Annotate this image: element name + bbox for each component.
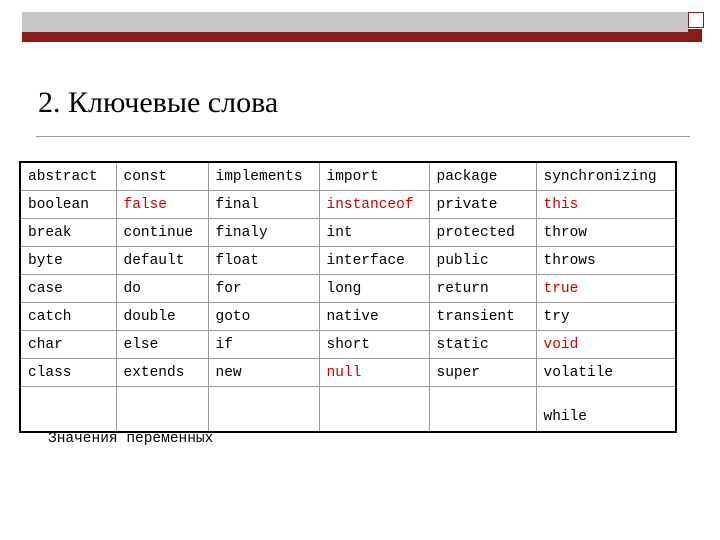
keyword-cell: case [20,275,116,303]
keyword-cell: throw [536,219,676,247]
keyword-cell: continue [116,219,208,247]
keyword-cell [116,387,208,433]
table-row [20,162,676,191]
keyword-cell: null [319,359,429,387]
keyword-cell: throws [536,247,676,275]
keyword-cell: super [429,359,536,387]
table-row [20,359,676,387]
keyword-cell: import [319,162,429,191]
title-divider [36,136,690,137]
keyword-cell: byte [20,247,116,275]
top-accent-bar-dark [22,32,688,42]
keyword-cell: volatile [536,359,676,387]
keyword-cell: synchronizing [536,162,676,191]
keyword-cell: public [429,247,536,275]
keyword-cell: interface [319,247,429,275]
keyword-cell: try [536,303,676,331]
keywords-table [19,161,677,433]
keyword-cell: short [319,331,429,359]
keyword-cell: float [208,247,319,275]
keyword-cell: void [536,331,676,359]
keyword-cell: private [429,191,536,219]
keyword-cell: this [536,191,676,219]
keyword-cell: default [116,247,208,275]
keyword-cell: native [319,303,429,331]
keyword-cell: package [429,162,536,191]
keyword-cell: extends [116,359,208,387]
keyword-cell: if [208,331,319,359]
values-note: Значения переменных [48,431,214,447]
table-row [20,303,676,331]
table-row [20,219,676,247]
table-row [20,191,676,219]
keyword-cell: catch [20,303,116,331]
keyword-cell: instanceof [319,191,429,219]
keyword-cell: double [116,303,208,331]
keyword-cell: int [319,219,429,247]
corner-square-outline [688,12,704,28]
keyword-cell: true [536,275,676,303]
keyword-cell [429,387,536,433]
keyword-cell: new [208,359,319,387]
keyword-cell: else [116,331,208,359]
corner-square-filled [688,29,702,42]
keyword-cell: char [20,331,116,359]
top-accent-bar-light [22,12,688,32]
keyword-cell: return [429,275,536,303]
keyword-cell: const [116,162,208,191]
keyword-cell: class [20,359,116,387]
keyword-cell: long [319,275,429,303]
keyword-cell: final [208,191,319,219]
keyword-cell: boolean [20,191,116,219]
table-row [20,247,676,275]
keyword-cell: while [536,387,676,433]
keyword-cell: goto [208,303,319,331]
keyword-cell: transient [429,303,536,331]
keyword-cell [319,387,429,433]
keyword-cell [208,387,319,433]
keyword-cell: do [116,275,208,303]
slide-title: 2. Ключевые слова [38,86,279,119]
keyword-cell [20,387,116,433]
keyword-cell: abstract [20,162,116,191]
keyword-cell: for [208,275,319,303]
table-row [20,275,676,303]
keyword-cell: implements [208,162,319,191]
keyword-cell: static [429,331,536,359]
keyword-cell: finaly [208,219,319,247]
keyword-cell: false [116,191,208,219]
keyword-cell: break [20,219,116,247]
top-accent-bar [22,12,688,42]
table-row [20,387,676,433]
table-row [20,331,676,359]
keyword-cell: protected [429,219,536,247]
